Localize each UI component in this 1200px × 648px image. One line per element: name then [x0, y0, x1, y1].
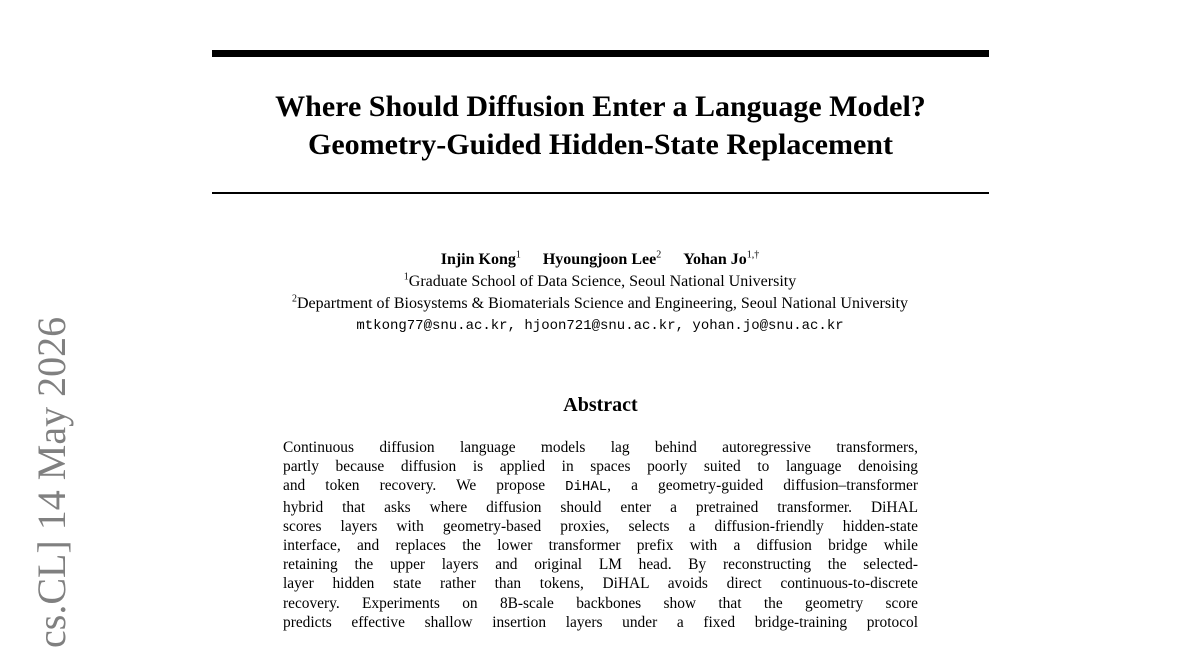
top-thick-rule — [212, 50, 989, 57]
author-names — [150, 249, 1050, 271]
abstract-line: predicts effective shallow insertion layers under a fixed bridge-training protocol — [283, 613, 918, 631]
abstract-heading: Abstract — [563, 394, 638, 416]
affiliation-2: $^2$Department of Biosystems & Biomaterials Science and Engineering, Seoul National University — [292, 293, 908, 312]
abstract-line: retaining the upper layers and original LM head. By reconstructing the selected- — [283, 556, 918, 574]
abstract-line: hybrid that asks where diffusion should enter a pretrained transformer. DiHAL — [283, 498, 918, 516]
abstract-line: and token recovery. We propose DiHAL, a geometry-guided diffusion–transformer — [283, 477, 919, 496]
abstract-line: interface, and replaces the lower transformer prefix with a diffusion bridge while — [283, 537, 918, 555]
abstract-body — [283, 438, 918, 632]
author-sup: 1,† — [746, 249, 760, 261]
arxiv-side-stamp: cs.CL] 14 May 2026 — [29, 316, 74, 648]
title-line-1: Where Should Diffusion Enter a Language Model? — [275, 90, 926, 123]
author-name: Injin Kong — [440, 251, 516, 268]
abstract-line: partly because diffusion is applied in spaces poorly suited to language denoising — [283, 458, 918, 476]
author-sup: 2 — [656, 249, 662, 261]
title-bottom-rule — [212, 192, 989, 194]
abstract-line: layer hidden state rather than tokens, DiHAL avoids direct continuous-to-discrete — [283, 575, 918, 593]
method-name-code: DiHAL — [565, 479, 608, 496]
abstract-line: scores layers with geometry-based proxies, selects a diffusion-friendly hidden-state — [283, 517, 918, 535]
author-name: Hyoungjoon Lee — [542, 251, 657, 268]
paper-title — [212, 88, 989, 164]
affiliation-1: $^1$Graduate School of Data Science, Seoul National University — [403, 271, 797, 290]
abstract-line: Continuous diffusion language models lag behind autoregressive transformers, — [283, 439, 918, 456]
abstract-line: recovery. Experiments on 8B-scale backbones show that the geometry score — [283, 594, 918, 612]
author-name: Yohan Jo — [683, 251, 747, 268]
author-emails: mtkong77@snu.ac.kr, hjoon721@snu.ac.kr, yohan.jo@snu.ac.kr — [356, 318, 844, 334]
author-sup: 1 — [515, 249, 521, 261]
title-line-2: Geometry-Guided Hidden-State Replacement — [308, 128, 893, 161]
author-block — [150, 249, 1050, 337]
